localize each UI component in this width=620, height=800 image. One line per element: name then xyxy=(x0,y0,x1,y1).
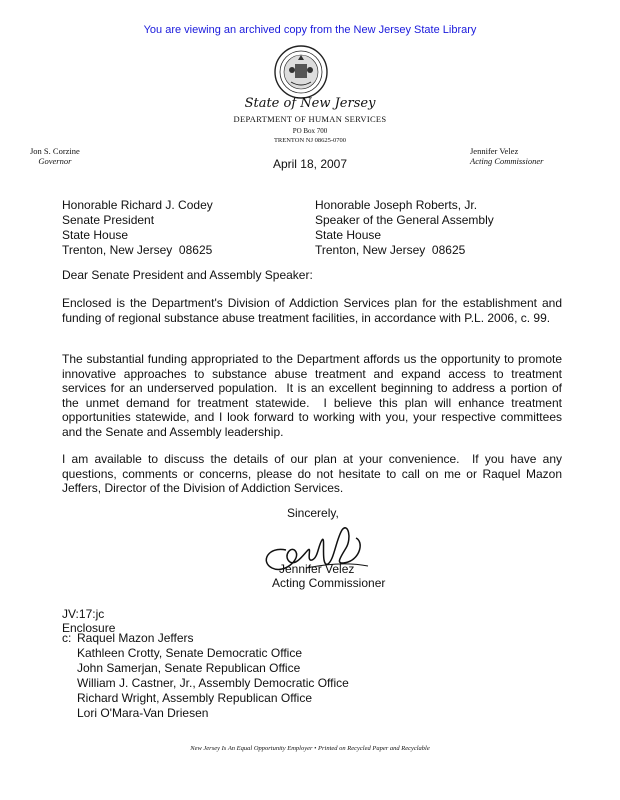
enclosure-note: Enclosure xyxy=(62,621,116,635)
commissioner-title: Acting Commissioner xyxy=(470,156,544,166)
address-line: Honorable Richard J. Codey xyxy=(62,198,213,212)
recipient-address-1 xyxy=(62,198,213,258)
cc-recipient: Raquel Mazon Jeffers xyxy=(77,631,194,645)
letterhead-state: State of New Jersey xyxy=(244,96,376,111)
cc-recipient: Richard Wright, Assembly Republican Office xyxy=(77,691,312,705)
cc-list xyxy=(62,631,349,721)
cc-row xyxy=(62,631,349,646)
cc-recipient: John Samerjan, Senate Republican Office xyxy=(77,661,301,675)
address-line: Senate President xyxy=(62,213,155,227)
address-line: Speaker of the General Assembly xyxy=(315,213,494,227)
cc-label: c: xyxy=(62,631,72,645)
archive-banner: You are viewing an archived copy from the New Jersey State Library xyxy=(143,24,477,36)
address-line: Trenton, New Jersey 08625 xyxy=(62,243,213,257)
address-line: State House xyxy=(315,228,382,242)
reference-initials: JV:17:jc xyxy=(62,607,105,621)
recipient-address-2 xyxy=(315,198,494,258)
salutation: Dear Senate President and Assembly Speaker: xyxy=(62,268,313,282)
body-paragraph-1: Enclosed is the Department's Division of Addiction Services plan for the establishment and funding of regional substance abuse treatment facilities, in accordance with P.L. 2006, c. 99. xyxy=(62,296,566,325)
address-line: Honorable Joseph Roberts, Jr. xyxy=(315,198,478,212)
signer-name: Jennifer Velez xyxy=(279,562,355,576)
cc-recipient: Kathleen Crotty, Senate Democratic Office xyxy=(77,646,302,660)
cc-recipient: Lori O'Mara-Van Driesen xyxy=(77,706,209,720)
letterhead-city: TRENTON NJ 08625-0700 xyxy=(273,137,347,144)
body-paragraph-2: The substantial funding appropriated to the Department affords us the opportunity to promote innovative approaches to substance abuse treatment and expand access to treatment services for an underserved population. It is an excellent beginning to address a portion of the unmet demand for treatment statewide. I believe this plan will enhance treatment opportunities statewide, and I look forward to working with you, your respective committees and the Senate and Assembly leadership. xyxy=(62,352,566,439)
letterhead-po-box: PO Box 700 xyxy=(292,127,328,135)
footer-note: New Jersey Is An Equal Opportunity Employer • Printed on Recycled Paper and Recyclable xyxy=(190,745,430,752)
signer-title: Acting Commissioner xyxy=(272,576,386,590)
cc-recipient: William J. Castner, Jr., Assembly Democratic Office xyxy=(77,676,349,690)
address-line: Trenton, New Jersey 08625 xyxy=(315,243,466,257)
closing: Sincerely, xyxy=(287,506,339,520)
letter-date: April 18, 2007 xyxy=(272,157,348,171)
governor-title: Governor xyxy=(38,156,72,166)
commissioner-name: Jennifer Velez xyxy=(470,146,519,156)
governor-name: Jon S. Corzine xyxy=(30,146,80,156)
address-line: State House xyxy=(62,228,129,242)
letterhead-department: DEPARTMENT OF HUMAN SERVICES xyxy=(233,114,387,124)
body-paragraph-3: I am available to discuss the details of our plan at your convenience. If you have any questions, comments or concerns, please do not hesitate to call on me or Raquel Mazon Jeffers, Director of the Division of Addiction Services. xyxy=(62,452,566,495)
state-seal-icon xyxy=(273,44,329,100)
